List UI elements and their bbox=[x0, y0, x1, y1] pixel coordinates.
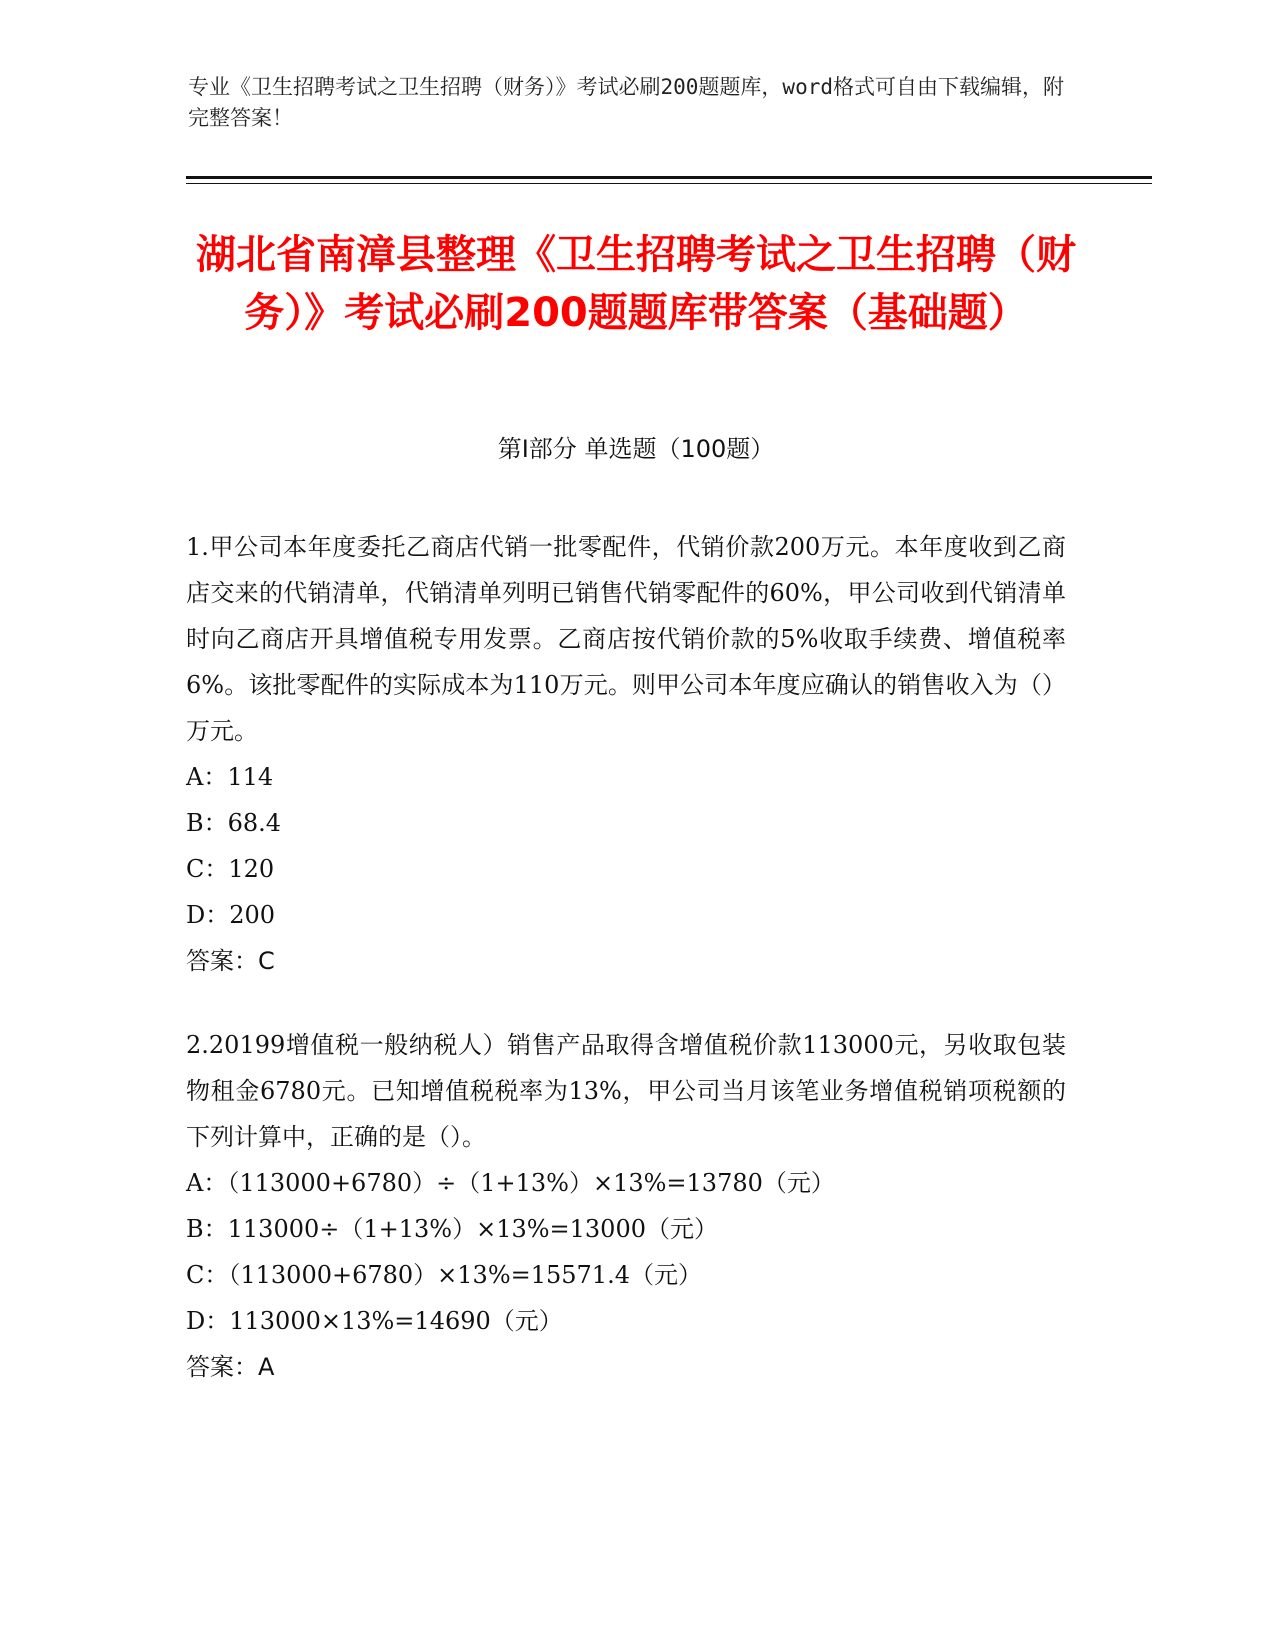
option-d: D：113000×13%=14690（元） bbox=[186, 1307, 563, 1335]
option-b: B：113000÷（1+13%）×13%=13000（元） bbox=[186, 1215, 718, 1243]
question-2 bbox=[186, 1022, 1066, 1390]
document-title: 湖北省南漳县整理《卫生招聘考试之卫生招聘（财务）》考试必刷200题题库带答案（基础题） bbox=[196, 232, 1076, 336]
answer-line: 答案：A bbox=[186, 1353, 275, 1381]
header-divider-thin bbox=[186, 183, 1152, 184]
section-title: 第Ⅰ部分 单选题（100题） bbox=[497, 435, 775, 463]
option-b: B：68.4 bbox=[186, 809, 282, 837]
option-c: C：（113000+6780）×13%=15571.4（元） bbox=[186, 1261, 702, 1289]
question-stem: 2.20199增值税一般纳税人）销售产品取得含增值税价款113000元，另收取包装物租金6780元。已知增值税税率为13%，甲公司当月该笔业务增值税销项税额的下列计算中，正确的是（）。 bbox=[186, 1031, 1066, 1151]
question-1 bbox=[186, 524, 1066, 984]
option-a: A：（113000+6780）÷（1+13%）×13%=13780（元） bbox=[186, 1169, 835, 1197]
question-stem: 1.甲公司本年度委托乙商店代销一批零配件，代销价款200万元。本年度收到乙商店交来的代销清单，代销清单列明已销售代销零配件的60%，甲公司收到代销清单时向乙商店开具增值税专用发票。乙商店按代销价款的5%收取手续费、增值税率6%。该批零配件的实际成本为110万元。则甲公司本年度应确认的销售收入为（）万元。 bbox=[186, 533, 1066, 745]
header-note: 专业《卫生招聘考试之卫生招聘（财务）》考试必刷200题题库，word格式可自由下载编辑，附完整答案！ bbox=[188, 75, 1064, 130]
header-divider-thick bbox=[186, 176, 1152, 179]
answer-line: 答案：C bbox=[186, 947, 275, 975]
option-d: D：200 bbox=[186, 901, 276, 929]
option-c: C：120 bbox=[186, 855, 275, 883]
option-a: A：114 bbox=[186, 763, 274, 791]
